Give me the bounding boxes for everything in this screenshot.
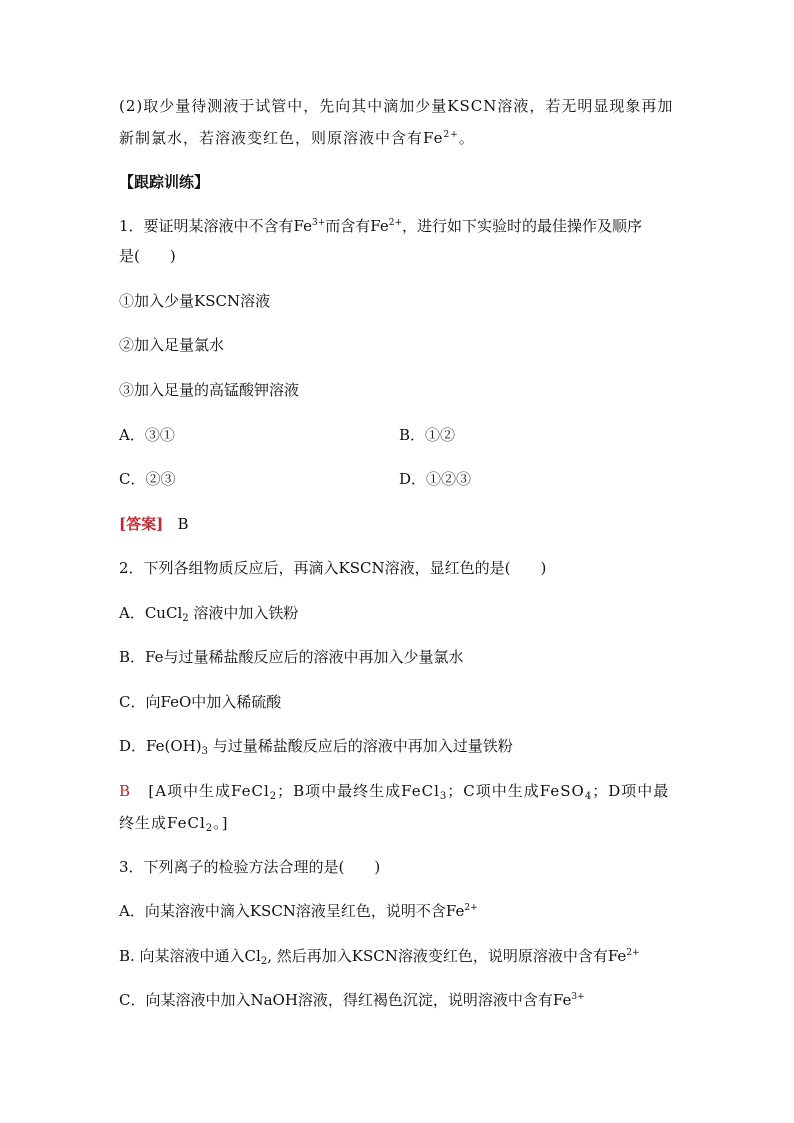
q2-option-a-text: A．CuCl [119, 604, 183, 622]
q2-explanation-line-2 [119, 812, 228, 834]
intro-line-2-end: 。 [458, 129, 475, 147]
q2-option-d-rest: 与过量稀盐酸反应后的溶液中再加入过量铁粉 [212, 737, 513, 755]
subscript: 2 [260, 956, 268, 967]
section-title: 【跟踪训练】 [119, 173, 210, 191]
answer-value: B [177, 515, 189, 533]
exp-part: 。] [213, 814, 229, 832]
q1-stem-line-1 [119, 215, 642, 237]
subscript: 2 [182, 613, 189, 624]
q1-stem-line-2: 是( ) [119, 247, 176, 265]
q1-stem-part-c: ，进行如下实验时的最佳操作及顺序 [402, 217, 643, 235]
subscript: 3 [201, 746, 208, 757]
subscript: 2 [269, 791, 278, 802]
q3-option-b [119, 945, 640, 967]
superscript: 3+ [571, 992, 585, 1002]
q1-option-b: B．①② [399, 426, 456, 444]
superscript: 3+ [312, 218, 326, 228]
exp-part: ；B项中最终生成FeCl [277, 782, 440, 800]
superscript: 2+ [388, 218, 403, 228]
q2-option-d [119, 735, 513, 757]
q3-option-c-text: C．向某溶液中加入NaOH溶液，得红褐色沉淀，说明溶液中含有Fe [119, 991, 572, 1009]
answer-tag: [答案] [119, 515, 164, 533]
q2-option-a-rest: 溶液中加入铁粉 [193, 604, 299, 622]
superscript: 2+ [626, 948, 640, 958]
subscript: 4 [584, 791, 593, 802]
q2-stem: 2．下列各组物质反应后，再滴入KSCN溶液，显红色的是( ) [119, 559, 547, 577]
q3-option-c [119, 989, 585, 1011]
q1-option-d: D．①②③ [399, 470, 472, 488]
q1-option-a: A．③① [119, 426, 175, 444]
exp-part: ；C项中生成FeSO [447, 782, 585, 800]
intro-line-2 [119, 127, 475, 149]
intro-line-2-text: 新制氯水，若溶液变红色，则原溶液中含有Fe [119, 129, 444, 147]
exp-part: ；D项中最 [592, 782, 670, 800]
superscript: 2+ [443, 130, 459, 140]
q1-step-2: ②加入足量氯水 [119, 336, 225, 354]
q3-option-a-text: A．向某溶液中滴入KSCN溶液呈红色，说明不含Fe [119, 902, 465, 920]
q2-option-b: B．Fe与过量稀盐酸反应后的溶液中再加入少量氯水 [119, 648, 464, 666]
q1-step-3: ③加入足量的高锰酸钾溶液 [119, 381, 300, 399]
q3-option-b-rest: , 然后再加入KSCN溶液变红色，说明原溶液中含有Fe [267, 947, 627, 965]
q3-option-a [119, 900, 478, 922]
q2-option-a [119, 602, 298, 624]
subscript: 3 [439, 791, 448, 802]
q1-stem-part-a: 1．要证明某溶液中不含有Fe [119, 217, 313, 235]
q2-option-c: C．向FeO中加入稀硫酸 [119, 693, 282, 711]
exp-part: 终生成FeCl [119, 814, 206, 832]
q1-step-1: ①加入少量KSCN溶液 [119, 292, 271, 310]
q2-option-d-text: D．Fe(OH) [119, 737, 202, 755]
exp-part: [A项中生成FeCl [148, 782, 270, 800]
q3-option-b-text: B. 向某溶液中通入Cl [119, 947, 261, 965]
q1-stem-part-b: 而含有Fe [325, 217, 389, 235]
q3-stem: 3．下列离子的检验方法合理的是( ) [119, 858, 381, 876]
q2-answer-letter: B [119, 782, 132, 800]
subscript: 2 [205, 823, 214, 834]
q1-answer [119, 513, 189, 535]
superscript: 2+ [464, 903, 478, 913]
intro-line-1: (2)取少量待测液于试管中，先向其中滴加少量KSCN溶液，若无明显现象再加 [119, 97, 674, 115]
q1-option-c: C．②③ [119, 470, 176, 488]
q2-explanation-line-1 [119, 780, 669, 802]
